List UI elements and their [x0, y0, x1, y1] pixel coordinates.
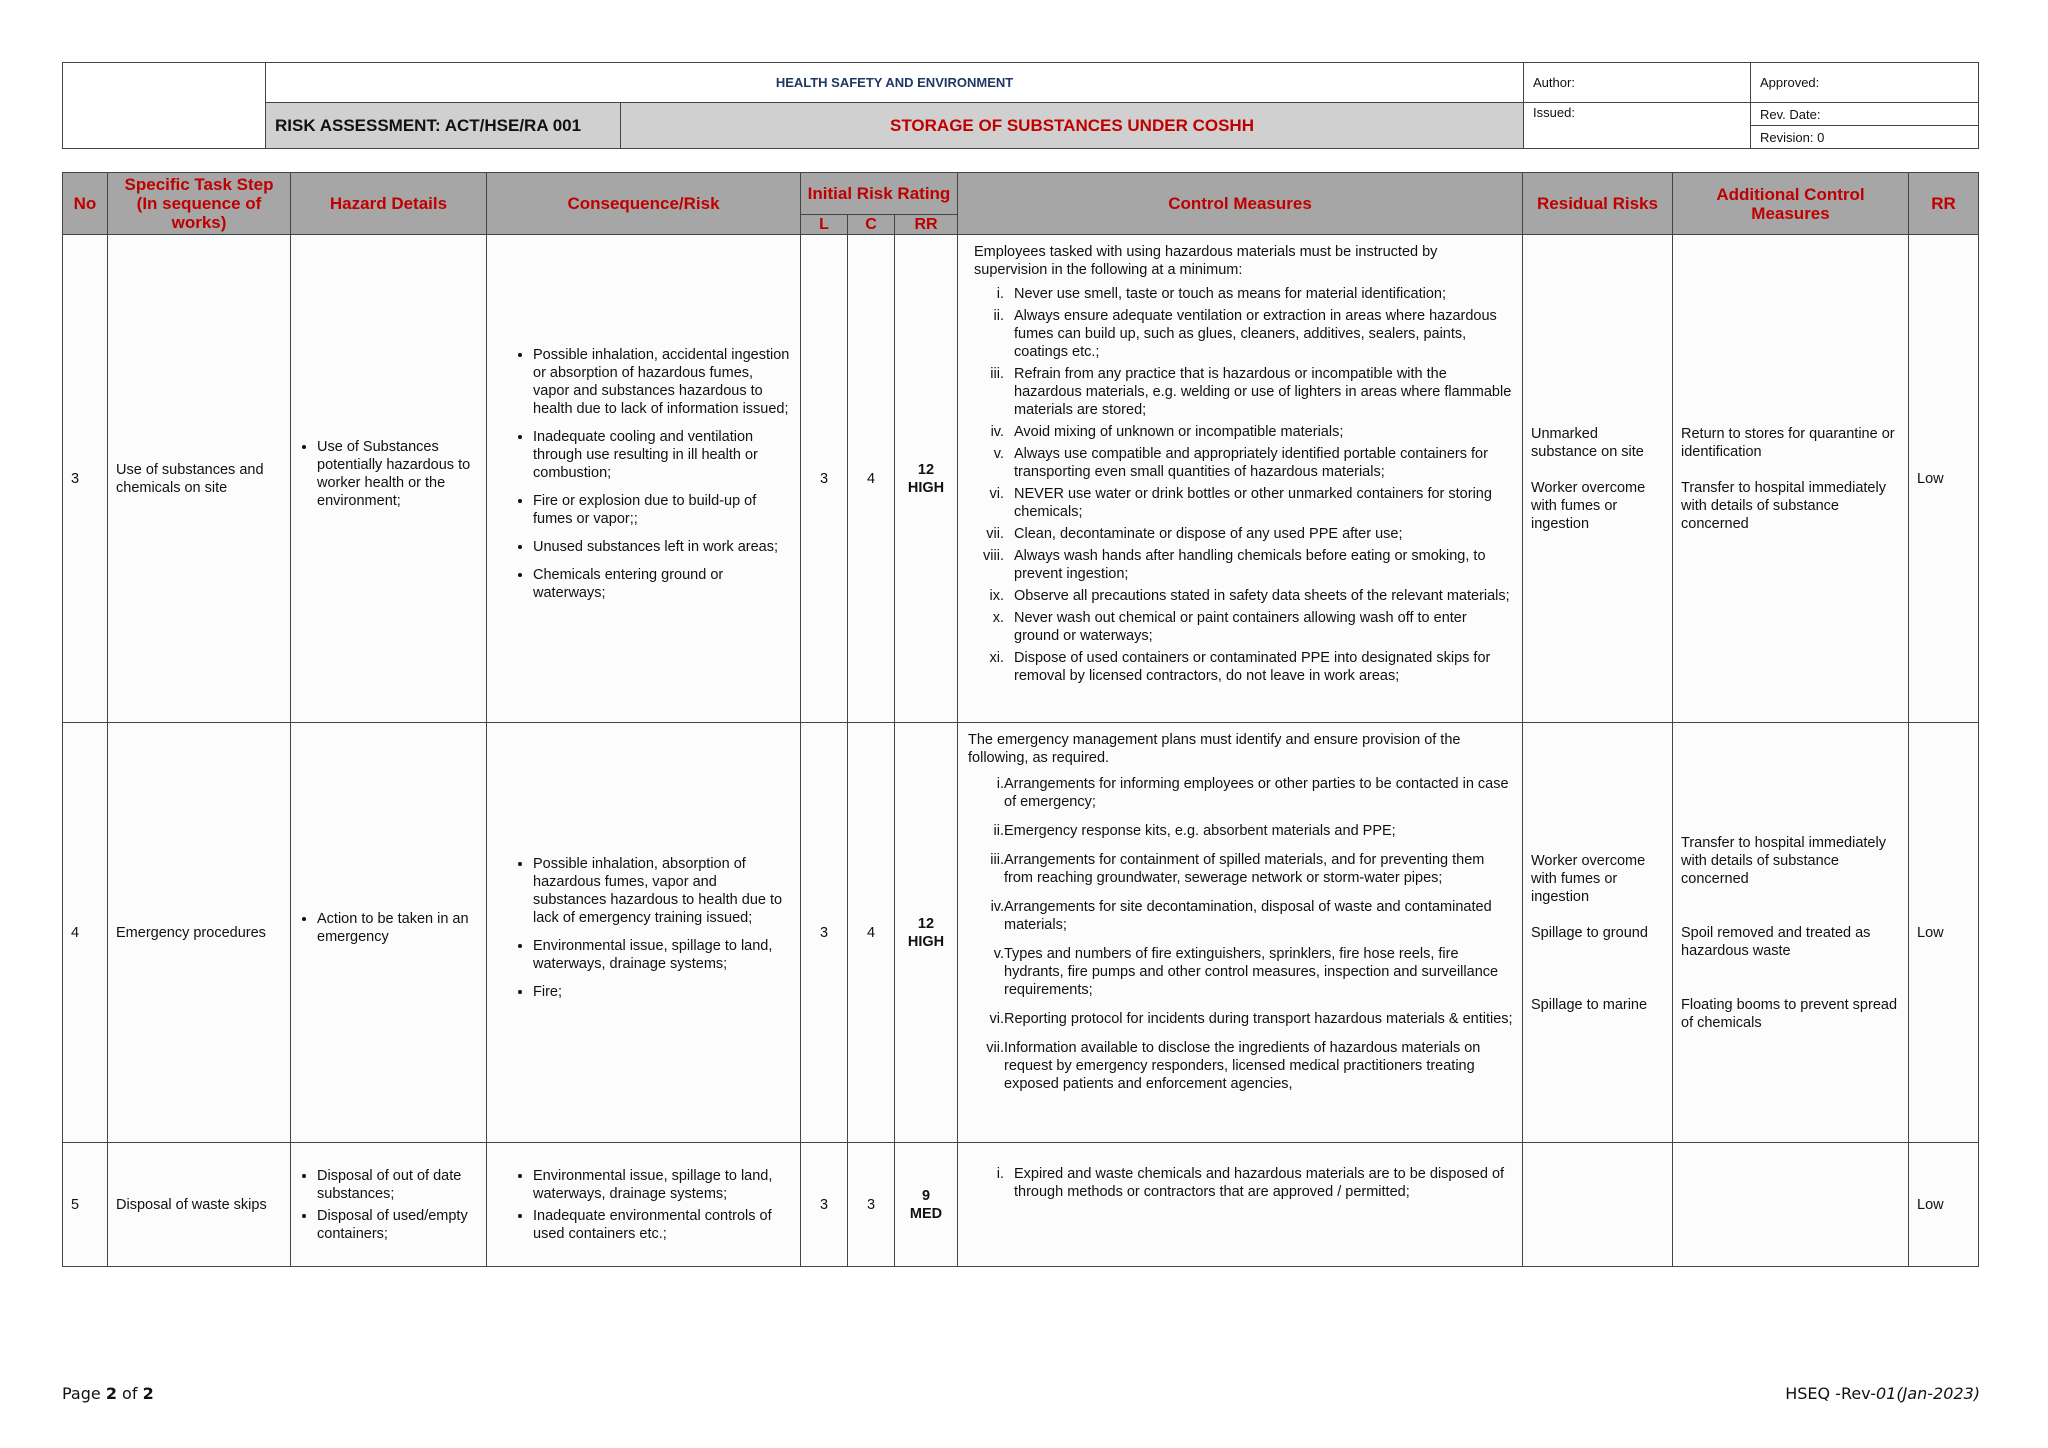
risk-level: MED — [909, 1205, 943, 1222]
hazard-item: • Disposal of used/empty containers; — [317, 1207, 478, 1243]
col-risk-rating: RR — [895, 214, 958, 234]
control-item: Arrangements for informing employees or other parties to be contacted in case of emergency; — [1004, 776, 1509, 810]
risk-score: 9 — [921, 1187, 931, 1204]
consequence-value: 3 — [848, 1143, 895, 1267]
row-number: 4 — [63, 723, 108, 1143]
additional-control: Transfer to hospital immediately with details of substance concerned — [1681, 834, 1886, 887]
control-item: Clean, decontaminate or dispose of any used PPE after use; — [1014, 526, 1403, 542]
likelihood-value: 3 — [801, 1143, 848, 1267]
author-field: Author: — [1524, 63, 1751, 103]
residual-rating: Low — [1909, 723, 1979, 1143]
risk-score: 12 — [917, 915, 935, 932]
control-item: Avoid mixing of unknown or incompatible materials; — [1014, 424, 1344, 440]
consequence-value: 4 — [848, 723, 895, 1143]
additional-control: Spoil removed and treated as hazardous waste — [1681, 924, 1871, 959]
risk-rating — [895, 1143, 958, 1267]
approved-field: Approved: — [1751, 63, 1979, 103]
consequence-item: • Fire; — [533, 983, 792, 1001]
control-item: Always ensure adequate ventilation or extraction in areas where hazardous fumes can build up, such as glues, cleaners, additives, sealers, paints, coatings etc.; — [1014, 308, 1497, 360]
row-number: 3 — [63, 235, 108, 723]
table-row — [63, 723, 1979, 1143]
document-header — [62, 62, 1979, 149]
residual-risk: Spillage to marine — [1531, 996, 1648, 1013]
control-item: Refrain from any practice that is hazardous or incompatible with the hazardous materials, e.g. welding or use of lighters in areas where flammable materials are stored; — [1014, 366, 1512, 418]
risk-level: HIGH — [907, 479, 945, 496]
risk-rating — [895, 235, 958, 723]
col-initial-risk-rating: Initial Risk Rating — [801, 173, 958, 215]
hse-title: HEALTH SAFETY AND ENVIRONMENT — [266, 63, 1524, 103]
additional-control: Transfer to hospital immediately with details of substance concerned — [1681, 479, 1886, 532]
consequence-item: • Environmental issue, spillage to land, waterways, drainage systems; — [533, 1167, 792, 1203]
revision-footer: HSEQ -Rev-01(Jan-2023) — [1785, 1384, 1980, 1403]
col-no: No — [63, 173, 108, 235]
control-item: Information available to disclose the ingredients of hazardous materials on request by emergency responders, licensed medical practitioners treating exposed patients and enforcement agencies, — [1004, 1040, 1481, 1092]
control-item: Reporting protocol for incidents during transport hazardous materials & entities; — [1004, 1011, 1513, 1027]
control-item: Never use smell, taste or touch as means for material identification; — [1014, 286, 1446, 302]
control-item: Always wash hands after handling chemicals before eating or smoking, to prevent ingestion; — [1014, 548, 1486, 582]
col-task-step: Specific Task Step (In sequence of works) — [108, 173, 291, 235]
control-item: Never wash out chemical or paint containers allowing wash off to enter ground or waterways; — [1014, 610, 1467, 644]
consequence-item: • Possible inhalation, absorption of hazardous fumes, vapor and substances hazardous to health due to lack of emergency training issued; — [533, 855, 792, 927]
consequence-item: • Possible inhalation, accidental ingestion or absorption of hazardous fumes, vapor and substances hazardous to health due to lack of information issued; — [533, 346, 792, 418]
rev-date-field: Rev. Date: — [1751, 103, 1979, 126]
logo-area — [63, 63, 266, 149]
control-item: Types and numbers of fire extinguishers, sprinklers, fire hose reels, fire hydrants, fire pumps and other control measures, inspection and surveillance requirements; — [1004, 946, 1499, 998]
risk-assessment-ref: RISK ASSESSMENT: ACT/HSE/RA 001 — [266, 103, 621, 149]
col-residual-risks: Residual Risks — [1523, 173, 1673, 235]
hazard-item: • Use of Substances potentially hazardous to worker health or the environment; — [317, 438, 478, 510]
control-list: i. Arrangements for informing employees or other parties to be contacted in case of emergency; ii. Emergency response kits, e.g. absorbent materials and PPE; iii. Arrangements for containment of spilled materials, and for preventing them from reaching groundwater, sewerage network or storm-water pipes; iv. Arrangements for site decontamination, disposal of waste and contaminated materials; v. Types and numbers of fire extinguishers, sprinklers, fire hose reels, fire hydrants, fire pumps and other control measures, inspection and surveillance requirements; vi. Reporting protocol for incidents during transport hazardous materials & entities; vii. Information available to disclose the ingredients of hazardous materials on request by emergency responders, licensed medical practitioners treating exposed patients and enforcement agencies, — [966, 771, 1514, 1100]
col-consequence-score: C — [848, 214, 895, 234]
table-row — [63, 1143, 1979, 1267]
control-item: Dispose of used containers or contaminated PPE into designated skips for removal by licensed contractors, do not leave in work areas; — [1014, 650, 1491, 684]
control-list: i. Expired and waste chemicals and hazardous materials are to be disposed of through methods or contractors that are approved / permitted; — [966, 1163, 1514, 1203]
consequence-value: 4 — [848, 235, 895, 723]
task-step: Use of substances and chemicals on site — [108, 235, 291, 723]
page-number: Page 2 of 2 — [62, 1384, 154, 1403]
col-control-measures: Control Measures — [958, 173, 1523, 235]
consequence-item: • Inadequate environmental controls of used containers etc.; — [533, 1207, 792, 1243]
consequence-item: • Fire or explosion due to build-up of fumes or vapor;; — [533, 492, 792, 528]
control-item: Arrangements for site decontamination, disposal of waste and contaminated materials; — [1004, 899, 1492, 933]
residual-rating: Low — [1909, 235, 1979, 723]
risk-rating — [895, 723, 958, 1143]
col-hazard-details: Hazard Details — [291, 173, 487, 235]
revision-field: Revision: 0 — [1751, 126, 1979, 149]
risk-assessment-table — [62, 172, 1979, 1267]
col-likelihood: L — [801, 214, 848, 234]
consequence-item: • Unused substances left in work areas; — [533, 538, 792, 556]
residual-risk: Worker overcome with fumes or ingestion — [1531, 479, 1646, 532]
consequence-item: • Environmental issue, spillage to land, waterways, drainage systems; — [533, 937, 792, 973]
col-consequence: Consequence/Risk — [487, 173, 801, 235]
control-item: Observe all precautions stated in safety data sheets of the relevant materials; — [1014, 588, 1510, 604]
col-rr-final: RR — [1909, 173, 1979, 235]
consequence-item: • Chemicals entering ground or waterways; — [533, 566, 792, 602]
issued-field: Issued: — [1524, 103, 1751, 149]
residual-risk-empty — [1523, 1143, 1673, 1267]
risk-level: HIGH — [907, 933, 945, 950]
document-title: STORAGE OF SUBSTANCES UNDER COSHH — [621, 103, 1524, 149]
consequence-item: • Inadequate cooling and ventilation through use resulting in ill health or combustion; — [533, 428, 792, 482]
control-item: Always use compatible and appropriately identified portable containers for transporting even small quantities of hazardous materials; — [1014, 446, 1488, 480]
col-additional-controls: Additional Control Measures — [1673, 173, 1909, 235]
residual-risk: Worker overcome with fumes or ingestion — [1531, 852, 1646, 905]
risk-score: 12 — [917, 461, 935, 478]
control-item: Arrangements for containment of spilled materials, and for preventing them from reaching groundwater, sewerage network or storm-water pipes; — [1004, 852, 1485, 886]
table-row — [63, 235, 1979, 723]
control-intro: The emergency management plans must identify and ensure provision of the following, as required. — [968, 732, 1461, 766]
hazard-item: • Action to be taken in an emergency — [317, 910, 478, 946]
likelihood-value: 3 — [801, 723, 848, 1143]
control-item: Expired and waste chemicals and hazardous materials are to be disposed of through methods or contractors that are approved / permitted; — [1014, 1166, 1505, 1200]
residual-rating: Low — [1909, 1143, 1979, 1267]
additional-control: Return to stores for quarantine or identification — [1681, 425, 1895, 460]
hazard-item: • Disposal of out of date substances; — [317, 1167, 478, 1203]
control-list: i. Never use smell, taste or touch as means for material identification; ii. Always ensure adequate ventilation or extraction in areas where hazardous fumes can build up, such as glues, cleaners, additives, sealers, paints, coatings etc.; iii. Refrain from any practice that is hazardous or incompatible with the hazardous materials, e.g. welding or use of lighters in areas where flammable materials are stored; iv. Avoid mixing of unknown or incompatible materials; v. Always use compatible and appropriately identified portable containers for transporting even small quantities of hazardous materials; vi. NEVER use water or drink bottles or other unmarked containers for storing chemicals; vii. Clean, decontaminate or dispose of any used PPE after use; viii. Always wash hands after handling chemicals before eating or smoking, to prevent ingestion; ix. Observe all precautions stated in safety data sheets of the relevant materials; x. Never wash out chemical or paint containers allowing wash off to enter ground or waterways; xi. Dispose of used containers or contaminated PPE into designated skips for removal by licensed contractors, do not leave in work areas; — [966, 283, 1514, 687]
additional-control-empty — [1673, 1143, 1909, 1267]
residual-risk: Unmarked substance on site — [1531, 425, 1644, 460]
likelihood-value: 3 — [801, 235, 848, 723]
control-intro: Employees tasked with using hazardous materials must be instructed by supervision in the following at a minimum: — [974, 244, 1438, 278]
control-item: Emergency response kits, e.g. absorbent materials and PPE; — [1004, 823, 1396, 839]
additional-control: Floating booms to prevent spread of chemicals — [1681, 996, 1898, 1031]
control-item: NEVER use water or drink bottles or other unmarked containers for storing chemicals; — [1014, 486, 1492, 520]
row-number: 5 — [63, 1143, 108, 1267]
task-step: Emergency procedures — [108, 723, 291, 1143]
residual-risk: Spillage to ground — [1531, 924, 1648, 941]
task-step: Disposal of waste skips — [108, 1143, 291, 1267]
